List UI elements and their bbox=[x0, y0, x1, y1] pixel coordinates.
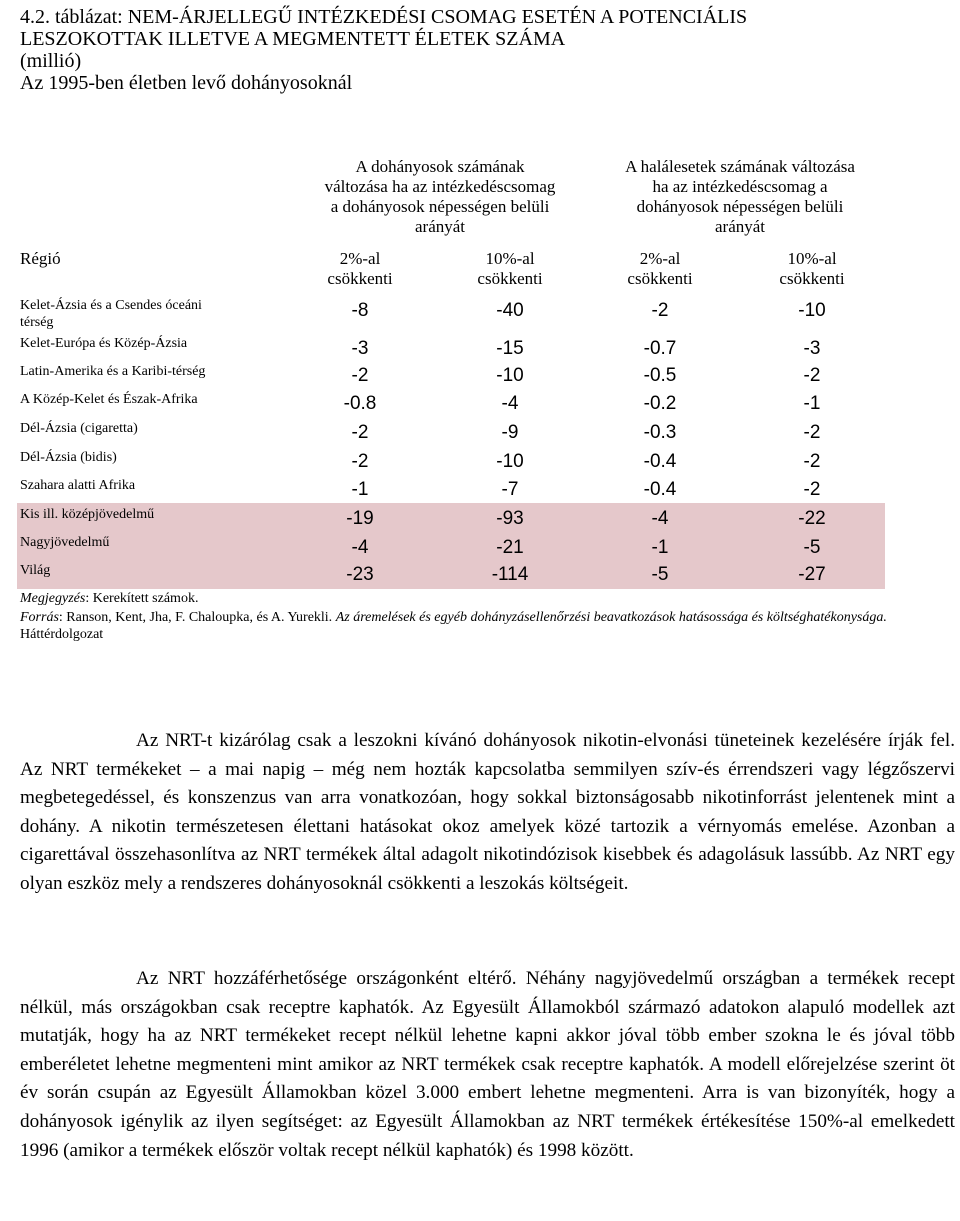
table-row bbox=[0, 333, 960, 361]
row-label: Dél-Ázsia (bidis) bbox=[20, 450, 117, 465]
row-label: Világ bbox=[20, 563, 51, 578]
region-column-header: Régió bbox=[20, 249, 61, 268]
table-row bbox=[0, 418, 960, 447]
table-row bbox=[0, 389, 960, 417]
caption-line: (millió) bbox=[20, 50, 82, 72]
row-label: Kelet-Ázsia és a Csendes óceáni térség bbox=[20, 298, 202, 330]
column-group-header-deaths: A halálesetek számának változása ha az intézkedéscsomag a dohányosok népességen belüli arányát bbox=[625, 157, 855, 236]
cell-value: -0.8 bbox=[343, 393, 377, 414]
cell-value: -2 bbox=[803, 479, 821, 500]
cell-value: -21 bbox=[496, 537, 524, 558]
note-text: : Kerekített számok. bbox=[85, 591, 199, 606]
cell-value: -2 bbox=[803, 422, 821, 443]
cell-value: -2 bbox=[651, 300, 669, 321]
table-row-highlighted bbox=[17, 560, 885, 589]
cell-value: -93 bbox=[496, 508, 524, 529]
column-group-header-smokers: A dohányosok számának változása ha az intézkedéscsomag a dohányosok népességen belüli arányát bbox=[324, 157, 556, 236]
subheader-col2: 10%-al csökkenti bbox=[477, 249, 543, 288]
cell-value: -0.3 bbox=[643, 422, 677, 443]
table-row-highlighted bbox=[17, 503, 885, 532]
cell-value: -10 bbox=[798, 300, 826, 321]
cell-value: -2 bbox=[803, 365, 821, 386]
cell-value: -3 bbox=[803, 338, 821, 359]
row-label: A Közép-Kelet és Észak-Afrika bbox=[20, 392, 198, 407]
table-row bbox=[0, 447, 960, 475]
cell-value: -15 bbox=[496, 338, 524, 359]
cell-value: -5 bbox=[651, 564, 669, 585]
cell-value: -23 bbox=[346, 564, 374, 585]
body-paragraph-2: Az NRT hozzáférhetősége országonként eltérő. Néhány nagyjövedelmű országban a termékek recept nélkül, más országokban csak receptre kaphatók. Az Egyesült Államokból származó adatokon alapuló modellek azt mutatják, hogy ha az NRT termékeket recept nélkül lehetne kapni akkor jóval több ember szokna le és jóval több emberéletet lehetne megmenteni mint amikor az NRT termékek csak receptre kaphatók. A modell előrejelzése szerint öt év során csupán az Egyesült Államokban közel 3.000 embert lehetne megmenteni. Arra is van bizonyíték, hogy a dohányosok igénylik az ilyen segítséget: az Egyesült Államokban az NRT termékek értékesítése 150%-al emelkedett 1996 (amikor a termékek először voltak recept nélkül kaphatók) és 1998 között. bbox=[20, 968, 955, 1161]
cell-value: -9 bbox=[501, 422, 519, 443]
caption-line: LESZOKOTTAK ILLETVE A MEGMENTETT ÉLETEK SZÁMA bbox=[20, 28, 566, 50]
cell-value: -1 bbox=[351, 479, 369, 500]
cell-value: -3 bbox=[351, 338, 369, 359]
cell-value: -2 bbox=[351, 422, 369, 443]
table-row bbox=[0, 361, 960, 389]
cell-value: -8 bbox=[351, 300, 369, 321]
cell-value: -2 bbox=[351, 451, 369, 472]
row-label: Kelet-Európa és Közép-Ázsia bbox=[20, 336, 188, 351]
subheader-col3: 2%-al csökkenti bbox=[627, 249, 693, 288]
cell-value: -2 bbox=[351, 365, 369, 386]
source-tail: Háttérdolgozat bbox=[20, 627, 104, 642]
cell-value: -7 bbox=[501, 479, 519, 500]
cell-value: -0.4 bbox=[643, 451, 677, 472]
table-caption bbox=[20, 6, 940, 94]
row-label: Nagyjövedelmű bbox=[20, 535, 110, 550]
table-row bbox=[0, 296, 960, 336]
cell-value: -22 bbox=[798, 508, 826, 529]
cell-value: -0.2 bbox=[643, 393, 677, 414]
subheader-col1: 2%-al csökkenti bbox=[327, 249, 393, 288]
cell-value: -5 bbox=[803, 537, 821, 558]
source-title: Az áremelések és egyéb dohányzásellenőrzési beavatkozások hatásossága és költséghatékonysága. bbox=[335, 610, 887, 625]
cell-value: -0.4 bbox=[643, 479, 677, 500]
source-authors: : Ranson, Kent, Jha, F. Chaloupka, és A. Yurekli. bbox=[58, 610, 336, 625]
cell-value: -19 bbox=[346, 508, 374, 529]
cell-value: -4 bbox=[351, 537, 369, 558]
cell-value: -4 bbox=[501, 393, 519, 414]
cell-value: -114 bbox=[491, 564, 529, 585]
cell-value: -2 bbox=[803, 451, 821, 472]
table-row bbox=[0, 475, 960, 503]
cell-value: -1 bbox=[651, 537, 669, 558]
cell-value: -10 bbox=[496, 451, 524, 472]
cell-value: -10 bbox=[496, 365, 524, 386]
cell-value: -1 bbox=[803, 393, 821, 414]
cell-value: -40 bbox=[496, 300, 524, 321]
note-label: Megjegyzés bbox=[20, 591, 86, 606]
cell-value: -4 bbox=[651, 508, 669, 529]
table-source bbox=[20, 609, 920, 643]
cell-value: -27 bbox=[798, 564, 826, 585]
row-label: Kis ill. középjövedelmű bbox=[20, 507, 155, 522]
caption-line: 4.2. táblázat: NEM-ÁRJELLEGŰ INTÉZKEDÉSI CSOMAG ESETÉN A POTENCIÁLIS bbox=[20, 6, 748, 28]
table-note bbox=[20, 590, 920, 607]
table-row-highlighted bbox=[17, 532, 885, 560]
body-paragraph-1: Az NRT-t kizárólag csak a leszokni kívánó dohányosok nikotin-elvonási tüneteinek kezelésére írják fel. Az NRT termékeket – a mai napig – még nem hozták kapcsolatba semmilyen szív-és érrendszeri vagy légzőszervi megbetegedéssel, és konszenzus van arra vonatkozóan, hogy sokkal biztonságosabb nikotinforrást jelentenek mint a dohány. A nikotin természetesen élettani hatásokat okoz amelyek közé tartozik a vérnyomás emelése. Azonban a cigarettával összehasonlítva az NRT termékek által adagolt nikotindózisok kisebbek és adagolásuk lassúbb. Az NRT egy olyan eszköz mely a rendszeres dohányosoknál csökkenti a leszokás költségeit. bbox=[20, 730, 955, 894]
cell-value: -0.5 bbox=[643, 365, 677, 386]
caption-line: Az 1995-ben életben levő dohányosoknál bbox=[20, 72, 353, 94]
cell-value: -0.7 bbox=[643, 338, 677, 359]
subheader-col4: 10%-al csökkenti bbox=[779, 249, 845, 288]
source-label: Forrás bbox=[20, 610, 59, 625]
row-label: Szahara alatti Afrika bbox=[20, 478, 136, 493]
row-label: Latin-Amerika és a Karibi-térség bbox=[20, 364, 206, 379]
row-label: Dél-Ázsia (cigaretta) bbox=[20, 421, 138, 436]
